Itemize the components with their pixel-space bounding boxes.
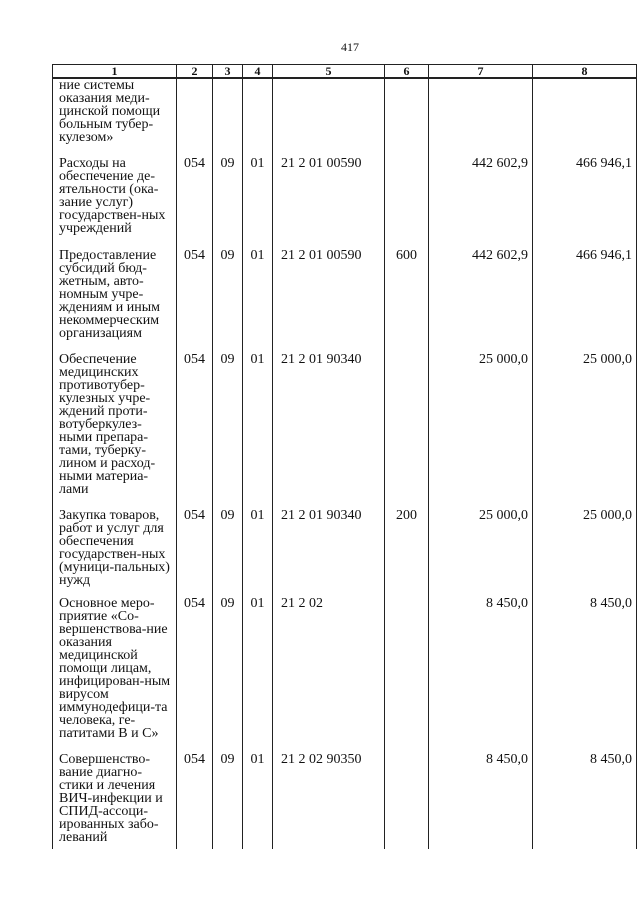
- amount-col8: 466 946,1: [533, 249, 637, 353]
- budget-table: [52, 64, 637, 849]
- amount-col7: 25 000,0: [429, 353, 533, 509]
- target-article-code: 21 2 01 90340: [273, 509, 385, 597]
- subsection-code: 01: [243, 597, 273, 753]
- target-article-code: 21 2 01 90340: [273, 353, 385, 509]
- expense-type-code: 200: [385, 509, 429, 597]
- target-article-code: 21 2 02: [273, 597, 385, 753]
- section-code: 09: [213, 753, 243, 849]
- subsection-code: 01: [243, 157, 273, 249]
- item-name: Расходы на обеспечение де-ятельности (ока-зание услуг) государствен-ных учреждений: [53, 157, 177, 249]
- item-name: ние системы оказания меди-цинской помощи больным тубер-кулезом»: [53, 78, 177, 157]
- amount-col7: 442 602,9: [429, 249, 533, 353]
- subsection-code: 01: [243, 509, 273, 597]
- admin-code: 054: [177, 753, 213, 849]
- amount-col8: 25 000,0: [533, 353, 637, 509]
- target-article-code: 21 2 01 00590: [273, 249, 385, 353]
- page-number: 417: [341, 40, 359, 54]
- section-code: 09: [213, 597, 243, 753]
- section-code: [213, 78, 243, 157]
- section-code: 09: [213, 157, 243, 249]
- target-article-code: [273, 78, 385, 157]
- amount-col7: [429, 78, 533, 157]
- expense-type-code: [385, 157, 429, 249]
- table-row: [53, 597, 637, 753]
- expense-type-code: [385, 353, 429, 509]
- table-row: [53, 509, 637, 597]
- table-row: [53, 78, 637, 157]
- subsection-code: [243, 78, 273, 157]
- amount-col8: 8 450,0: [533, 597, 637, 753]
- section-code: 09: [213, 353, 243, 509]
- header-cell: 7: [429, 65, 533, 79]
- item-name: Обеспечение медицинских противотубер-кулезных учре-ждений проти-вотуберкулез-ными препара-тами, туберку-лином и расход-ными материа-лами: [53, 353, 177, 509]
- expense-type-code: 600: [385, 249, 429, 353]
- item-name: Основное меро-приятие «Со-вершенствова-ние оказания медицинской помощи лицам, инфицирован-ным вирусом иммунодефици-та человека, ге-патитами В и С»: [53, 597, 177, 753]
- subsection-code: 01: [243, 353, 273, 509]
- amount-col7: 25 000,0: [429, 509, 533, 597]
- expense-type-code: [385, 753, 429, 849]
- header-cell: 2: [177, 65, 213, 79]
- admin-code: 054: [177, 157, 213, 249]
- table-row: [53, 353, 637, 509]
- header-cell: 6: [385, 65, 429, 79]
- section-code: 09: [213, 509, 243, 597]
- table-row: [53, 753, 637, 849]
- amount-col7: 8 450,0: [429, 753, 533, 849]
- admin-code: 054: [177, 509, 213, 597]
- amount-col7: 442 602,9: [429, 157, 533, 249]
- table-row: [53, 157, 637, 249]
- amount-col8: 25 000,0: [533, 509, 637, 597]
- subsection-code: 01: [243, 753, 273, 849]
- admin-code: [177, 78, 213, 157]
- header-cell: 8: [533, 65, 637, 79]
- admin-code: 054: [177, 597, 213, 753]
- section-code: 09: [213, 249, 243, 353]
- table-row: [53, 249, 637, 353]
- item-name: Предоставление субсидий бюд-жетным, авто-номным учре-ждениям и иным некоммерческим организациям: [53, 249, 177, 353]
- admin-code: 054: [177, 353, 213, 509]
- amount-col8: [533, 78, 637, 157]
- item-name: Закупка товаров, работ и услуг для обеспечения государствен-ных (муници-пальных) нужд: [53, 509, 177, 597]
- target-article-code: 21 2 02 90350: [273, 753, 385, 849]
- amount-col8: 8 450,0: [533, 753, 637, 849]
- amount-col7: 8 450,0: [429, 597, 533, 753]
- expense-type-code: [385, 78, 429, 157]
- header-cell: 4: [243, 65, 273, 79]
- subsection-code: 01: [243, 249, 273, 353]
- expense-type-code: [385, 597, 429, 753]
- header-cell: 1: [53, 65, 177, 79]
- amount-col8: 466 946,1: [533, 157, 637, 249]
- header-row: [53, 65, 637, 79]
- target-article-code: 21 2 01 00590: [273, 157, 385, 249]
- item-name: Совершенство-вание диагно-стики и лечения ВИЧ-инфекции и СПИД-ассоци-ированных забо-леваний: [53, 753, 177, 849]
- header-cell: 5: [273, 65, 385, 79]
- header-cell: 3: [213, 65, 243, 79]
- admin-code: 054: [177, 249, 213, 353]
